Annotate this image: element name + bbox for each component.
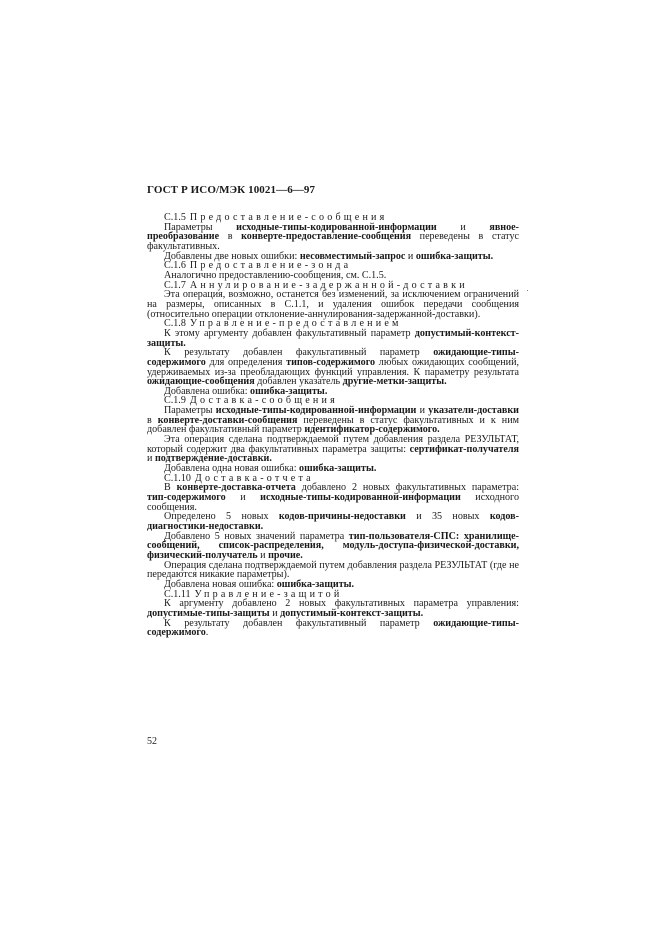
section-title: Доставка-отчета (194, 472, 314, 484)
term-bold: указатели-доставки (428, 405, 519, 417)
paragraph (147, 483, 519, 512)
paragraph (147, 619, 519, 638)
section-number: С.1.8 (164, 318, 186, 330)
text-run: переведены в статус факультативных. (147, 231, 519, 252)
text-run: К результату добавлен факультативный параметр (164, 617, 434, 629)
text-run: Аналогично предоставлению-сообщения, см. С.1.5. (164, 269, 387, 281)
term-bold: идентификатор-содержимого. (304, 424, 440, 436)
paragraph (147, 532, 519, 561)
section-number: С.1.11 (164, 588, 191, 600)
text-run: для определения (205, 356, 287, 368)
term-bold: конверте-доставки-сообщения (157, 414, 298, 426)
term-bold: кодов-диагностики-недоставки. (147, 511, 519, 532)
paragraph (147, 329, 519, 348)
term-bold: допустимые-типы-защиты (147, 607, 270, 619)
section-number: С.1.9 (164, 395, 186, 407)
term-bold: прочие. (268, 549, 303, 561)
term-bold: ошибка-защиты. (250, 385, 328, 397)
term-bold: исходные-типы-кодированной-информации (215, 405, 417, 417)
text-run: любых ожидающих сообщений, удерживаемых из-за преобладающих функций управления. К параметру результата (147, 356, 519, 378)
text-run: . (205, 627, 209, 639)
term-bold: допустимый-контекст-защиты. (147, 327, 519, 349)
term-bold: исходные-типы-кодированной-информации (236, 221, 437, 233)
document-body (147, 213, 519, 638)
text-run: Операция сделана подтверждаемой путем добавления раздела РЕЗУЛЬТАТ (где не передаются никакие параметры). (147, 559, 519, 581)
paragraph (147, 599, 519, 618)
text-run: и (436, 221, 490, 233)
section-number: С.1.7 (164, 279, 186, 291)
text-run: К этому аргументу добавлен факультативный параметр (164, 327, 415, 339)
section-number: С.1.6 (164, 260, 186, 272)
text-run: переведены в статус факультативных и к ним добавлен факультативный параметр (147, 414, 519, 436)
text-run: исходного сообщения. (147, 492, 519, 513)
section-title: Управление-защитой (194, 588, 343, 600)
text-run: Добавлены две новых ошибки: (164, 250, 300, 262)
term-bold: ошибка-защиты. (276, 578, 355, 590)
term-bold: типов-содержимого (286, 356, 376, 368)
text-run: и (405, 250, 416, 262)
term-bold: несовместимый-запрос (299, 250, 406, 262)
term-bold: ожидающие-типы-содержимого (147, 617, 519, 639)
paragraph (147, 290, 519, 319)
paragraph (147, 406, 519, 435)
text-run: Эта операция сделана подтверждаемой путем добавления раздела РЕЗУЛЬТАТ, который содержит два факультативных параметра защиты: (147, 434, 519, 455)
text-run: и (416, 405, 429, 417)
text-run: добавлен указатель (254, 376, 343, 388)
term-bold: ожидающие-сообщения (147, 376, 255, 388)
text-run: Эта операция, возможно, останется без изменений, за исключением ограничений на размеры, описанных в С.1.1, и удаления ошибок передачи сообщения (относительно операции отклонение-аннулирования-задержанной-доставки). (147, 289, 519, 320)
term-bold: исходные-типы-кодированной-информации (260, 492, 461, 504)
section-title: Аннулирование-задержанной-доставки (189, 279, 468, 291)
term-bold: явное-преобразование (147, 221, 519, 243)
section-number: С.1.5 (164, 212, 186, 223)
term-bold: допустимый-контекст-защиты. (280, 607, 424, 619)
term-bold: другие-метки-защиты. (342, 376, 447, 388)
page-number: 52 (147, 736, 157, 747)
text-run: Параметры (164, 221, 237, 233)
text-run: и (225, 492, 261, 504)
term-bold: ошибка-защиты. (299, 463, 377, 475)
text-run: и (269, 607, 281, 619)
section-title: Предоставление-сообщения (189, 212, 388, 223)
term-bold: тип-содержимого (147, 492, 226, 504)
document-header: ГОСТ Р ИСО/МЭК 10021—6—97 (147, 184, 316, 196)
section-title: Доставка-сообщения (189, 395, 338, 407)
term-bold: конверте-доставка-отчета (176, 482, 296, 494)
section-title: Предоставление-зонда (189, 260, 352, 272)
text-run: и (257, 549, 269, 561)
paragraph (147, 223, 519, 252)
text-run: добавлено 2 новых факультативных параметра: (295, 482, 519, 494)
text-run: и (147, 453, 155, 465)
text-run: и 35 новых (405, 511, 490, 523)
term-bold: кодов-причины-недоставки (278, 511, 406, 523)
term-bold: тип-пользователя-СПС: хранилище-сообщений, список-распределения, модуль-доступа-физической-доставки, физический-получатель (147, 530, 519, 561)
term-bold: конверте-предоставление-сообщения (241, 231, 412, 243)
text-run: Добавлена новая ошибка: (164, 578, 277, 590)
text-run: К результату добавлен факультативный параметр (164, 347, 434, 359)
text-run: Определено 5 новых (164, 511, 279, 523)
text-run: Параметры (164, 405, 216, 417)
term-bold: подтверждение-доставки. (154, 453, 272, 465)
term-bold: ожидающие-типы-содержимого (147, 347, 519, 368)
text-run: Добавлена одна новая ошибка: (164, 463, 300, 475)
text-run: Добавлена ошибка: (164, 385, 251, 397)
term-bold: сертификат-получателя (409, 443, 519, 455)
paragraph (147, 435, 519, 464)
text-run: в (147, 414, 158, 426)
scan-speck (527, 290, 528, 291)
term-bold: ошибка-защиты. (415, 250, 494, 262)
text-run: К аргументу добавлено 2 новых факультативных параметра управления: (164, 598, 519, 610)
section-title: Управление-предоставлением (189, 318, 402, 330)
text-run: В (164, 482, 177, 494)
paragraph (147, 561, 519, 580)
paragraph (147, 348, 519, 387)
text-run: Добавлено 5 новых значений параметра (164, 530, 349, 542)
paragraph (147, 512, 519, 531)
text-run: в (219, 231, 242, 243)
section-number: С.1.10 (164, 472, 191, 484)
